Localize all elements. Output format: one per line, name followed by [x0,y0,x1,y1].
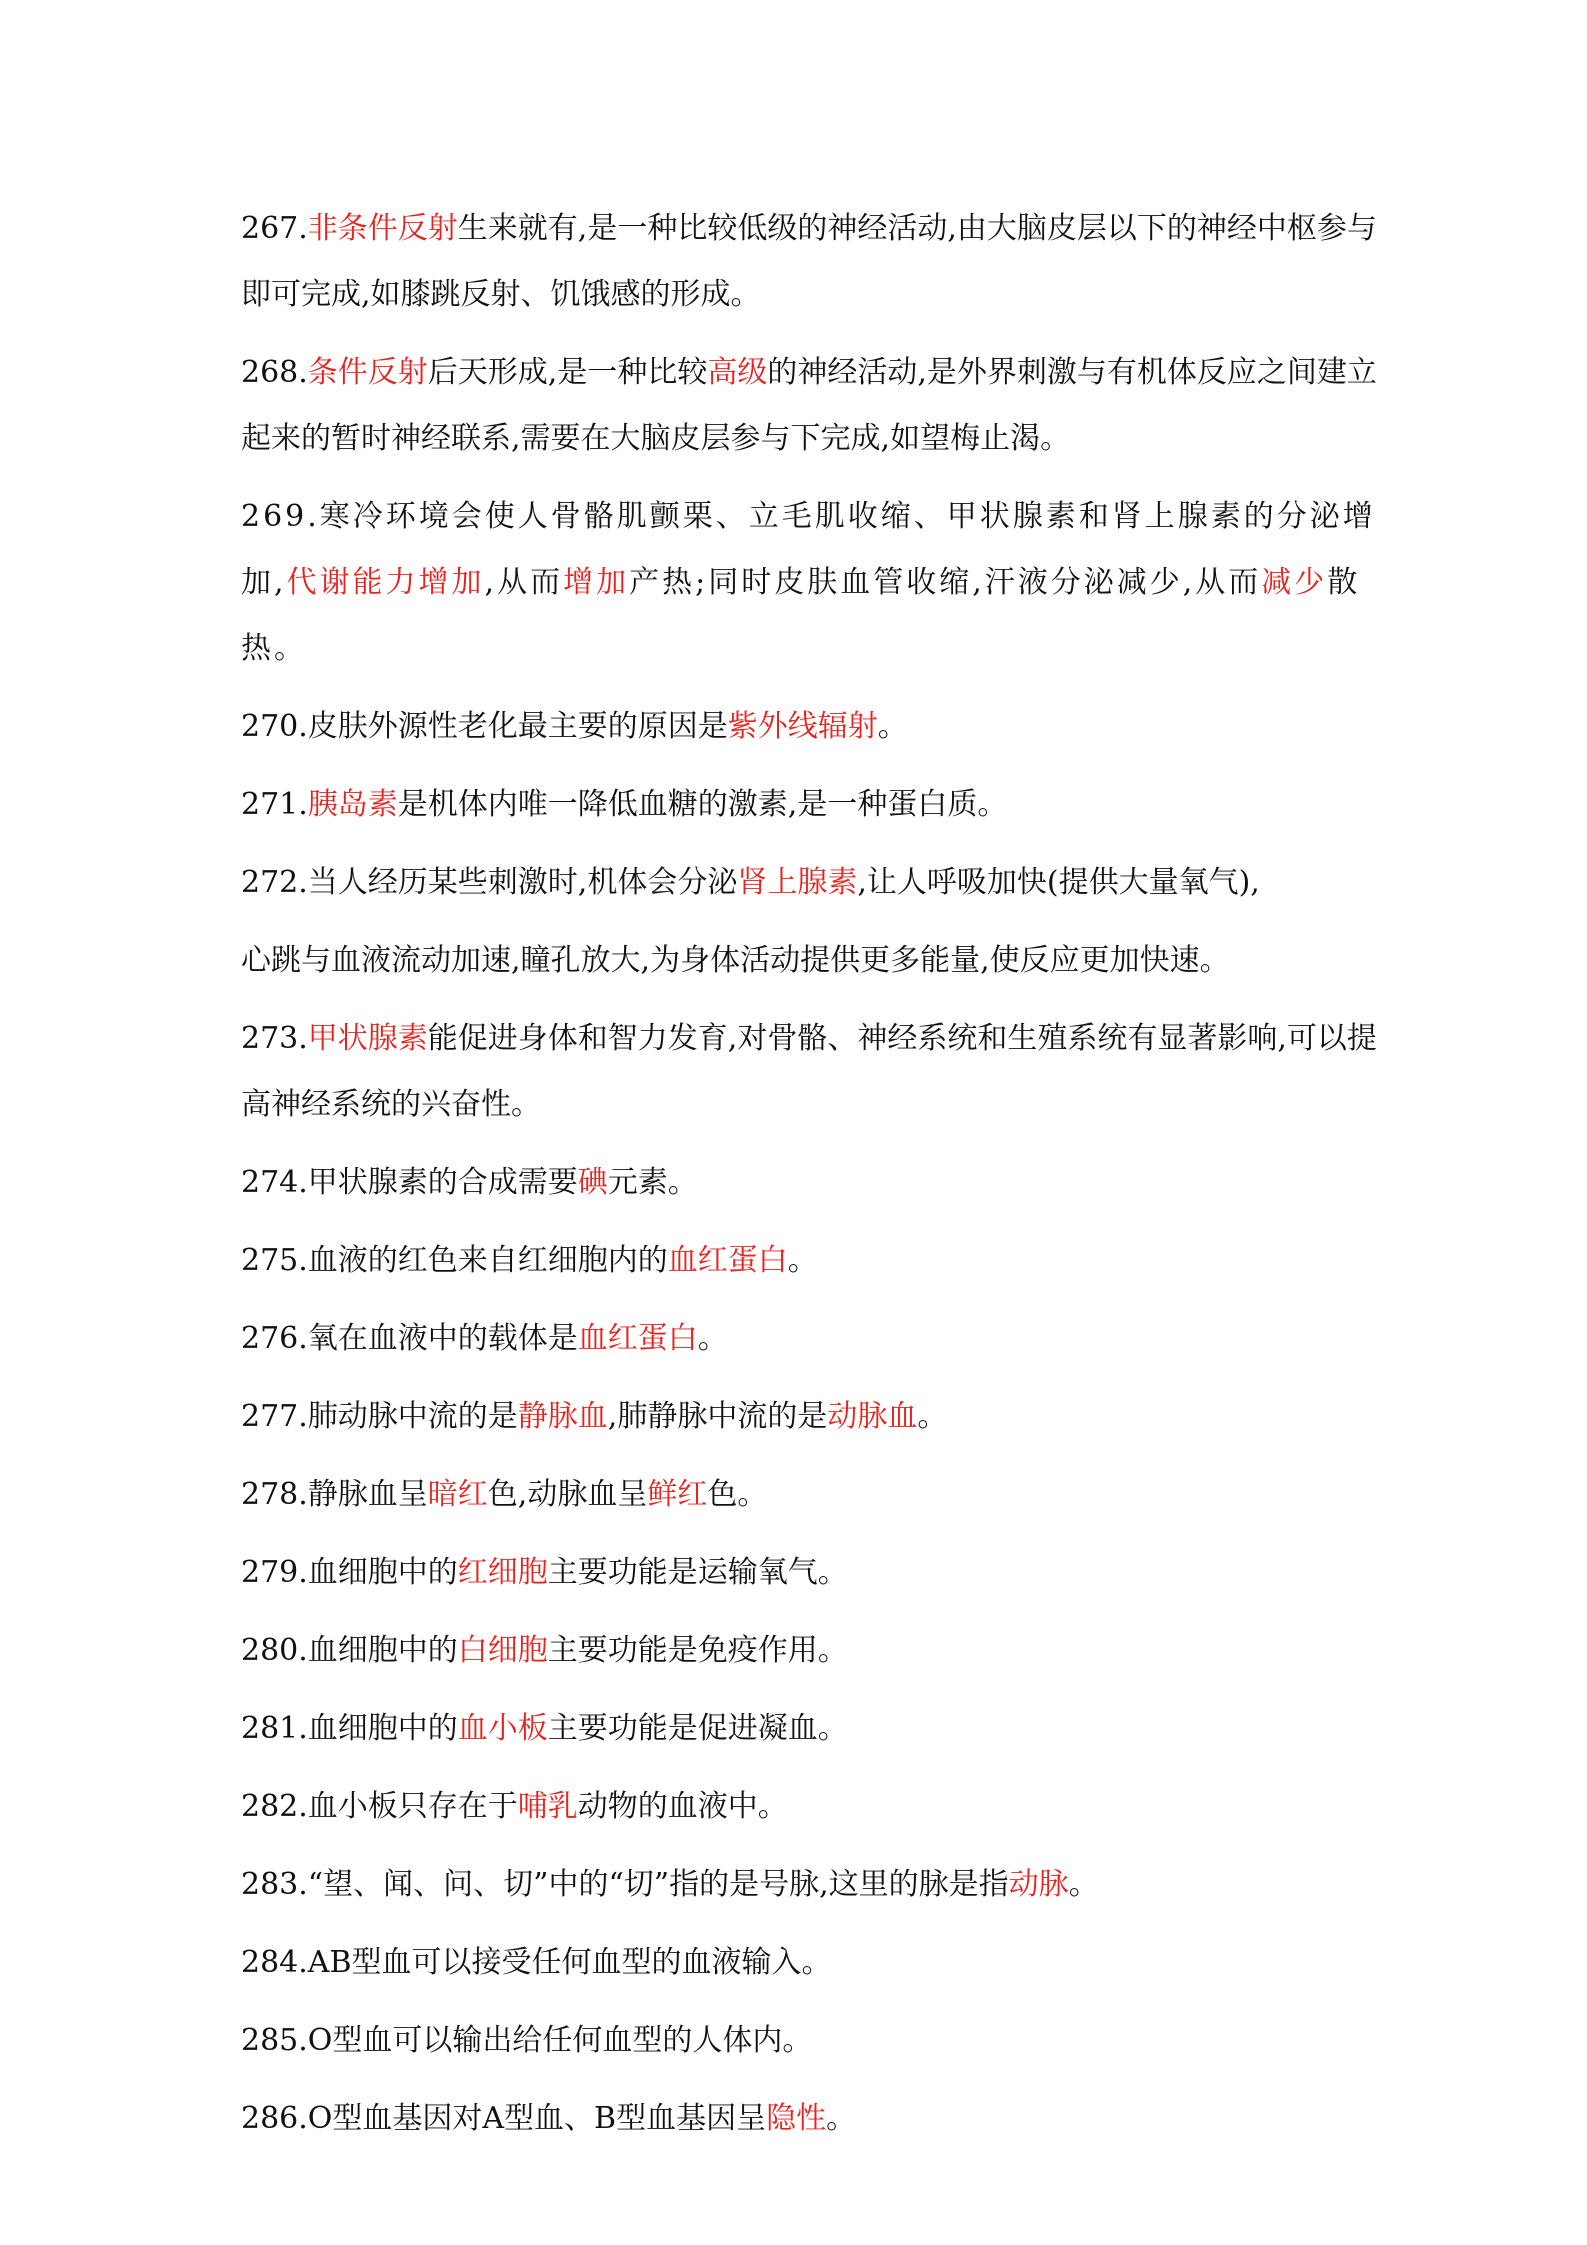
highlighted-term: 暗红 [427,1477,488,1512]
text-segment: 281.血细胞中的 [241,1711,458,1746]
numbered-item [241,772,1387,838]
highlighted-term: 哺乳 [517,1789,578,1824]
text-segment: 。 [877,709,908,744]
text-segment: ,肺静脉中流的是 [607,1399,828,1434]
highlighted-term: 血小板 [457,1711,548,1746]
highlighted-term: 高级 [707,355,768,390]
text-segment: 散热。 [241,565,1361,666]
text-segment: 。 [826,2101,857,2136]
numbered-item [241,1384,1387,1450]
item-list [241,196,1387,2152]
numbered-item [241,1852,1387,1918]
text-segment: 270.皮肤外源性老化最主要的原因是 [241,709,728,744]
numbered-item [241,2086,1387,2152]
highlighted-term: 碘 [577,1165,608,1200]
text-segment: 285.O型血可以输出给任何血型的人体内。 [241,2023,813,2058]
text-segment: ,让人呼吸加快(提供大量氧气), [857,865,1260,900]
text-segment: 色,动脉血呈 [487,1477,648,1512]
text-segment: 286.O型血基因对A型血、B型血基因呈 [241,2101,767,2136]
highlighted-term: 紫外线辐射 [727,709,878,744]
highlighted-term: 减少 [1261,565,1328,600]
text-segment: 284.AB型血可以接受任何血型的血液输入。 [241,1945,832,1980]
numbered-item [241,1150,1387,1216]
highlighted-term: 条件反射 [307,355,428,390]
text-segment: 能促进身体和智力发育,对骨骼、神经系统和生殖系统有显著影响,可以提高神经系统的兴奋性。 [241,1021,1377,1122]
highlighted-term: 鲜红 [647,1477,708,1512]
highlighted-term: 肾上腺素 [737,865,858,900]
text-segment: 268. [241,355,308,390]
text-segment: 主要功能是运输氧气。 [547,1555,848,1590]
numbered-item [241,1774,1387,1840]
text-segment: 。 [787,1243,818,1278]
highlighted-term: 胰岛素 [307,787,398,822]
numbered-item [241,1306,1387,1372]
text-segment: 动物的血液中。 [577,1789,788,1824]
highlighted-term: 甲状腺素 [307,1021,428,1056]
numbered-item [241,196,1387,328]
text-segment: 272.当人经历某些刺激时,机体会分泌 [241,865,738,900]
highlighted-term: 血红蛋白 [667,1243,788,1278]
highlighted-term: 白细胞 [457,1633,548,1668]
highlighted-term: 代谢能力增加 [286,565,485,600]
text-segment: 的神经活动,是外界刺激与有机体反应之间建立起来的暂时神经联系,需要在大脑皮层参与下完成,如望梅止渴。 [241,355,1377,456]
numbered-item [241,1930,1387,1996]
numbered-item [241,1696,1387,1762]
numbered-item [241,1540,1387,1606]
text-segment: 。 [1068,1867,1099,1902]
text-segment: 283.“望、闻、问、切”中的“切”指的是号脉,这里的脉是指 [241,1867,1009,1902]
text-segment: 267. [241,211,308,246]
numbered-item [241,1462,1387,1528]
text-segment: 。 [917,1399,948,1434]
highlighted-term: 增加 [563,565,630,600]
text-segment: 生来就有,是一种比较低级的神经活动,由大脑皮层以下的神经中枢参与即可完成,如膝跳反射、饥饿感的形成。 [241,211,1377,312]
text-segment: 色。 [707,1477,768,1512]
numbered-item [241,694,1387,760]
text-segment: 是机体内唯一降低血糖的激素,是一种蛋白质。 [397,787,1008,822]
paragraph-continuation [241,928,1387,994]
text-segment: 276.氧在血液中的载体是 [241,1321,578,1356]
numbered-item [241,1228,1387,1294]
highlighted-term: 非条件反射 [307,211,458,246]
highlighted-term: 动脉血 [827,1399,918,1434]
text-segment: 274.甲状腺素的合成需要 [241,1165,578,1200]
text-segment: 产热;同时皮肤血管收缩,汗液分泌减少,从而 [629,565,1262,600]
text-segment: 271. [241,787,308,822]
text-segment: 278.静脉血呈 [241,1477,428,1512]
numbered-item [241,340,1387,472]
highlighted-term: 血红蛋白 [577,1321,698,1356]
text-segment: ,从而 [484,565,564,600]
text-segment: 273. [241,1021,308,1056]
text-segment: 282.血小板只存在于 [241,1789,518,1824]
numbered-item [241,2008,1387,2074]
numbered-item [241,484,1387,682]
highlighted-term: 动脉 [1008,1867,1069,1902]
text-segment: 269.寒冷环境会使人骨骼肌颤栗、立毛肌收缩、甲状腺素和肾上腺素的分泌增加, [241,499,1376,600]
highlighted-term: 红细胞 [457,1555,548,1590]
text-segment: 。 [697,1321,728,1356]
numbered-item [241,850,1387,916]
text-segment: 277.肺动脉中流的是 [241,1399,518,1434]
numbered-item [241,1006,1387,1138]
highlighted-term: 静脉血 [517,1399,608,1434]
text-segment: 元素。 [607,1165,698,1200]
text-segment: 279.血细胞中的 [241,1555,458,1590]
text-segment: 主要功能是促进凝血。 [547,1711,848,1746]
text-segment: 心跳与血液流动加速,瞳孔放大,为身体活动提供更多能量,使反应更加快速。 [241,943,1230,978]
text-segment: 后天形成,是一种比较 [427,355,708,390]
text-segment: 主要功能是免疫作用。 [547,1633,848,1668]
highlighted-term: 隐性 [766,2101,827,2136]
text-segment: 280.血细胞中的 [241,1633,458,1668]
text-segment: 275.血液的红色来自红细胞内的 [241,1243,668,1278]
numbered-item [241,1618,1387,1684]
